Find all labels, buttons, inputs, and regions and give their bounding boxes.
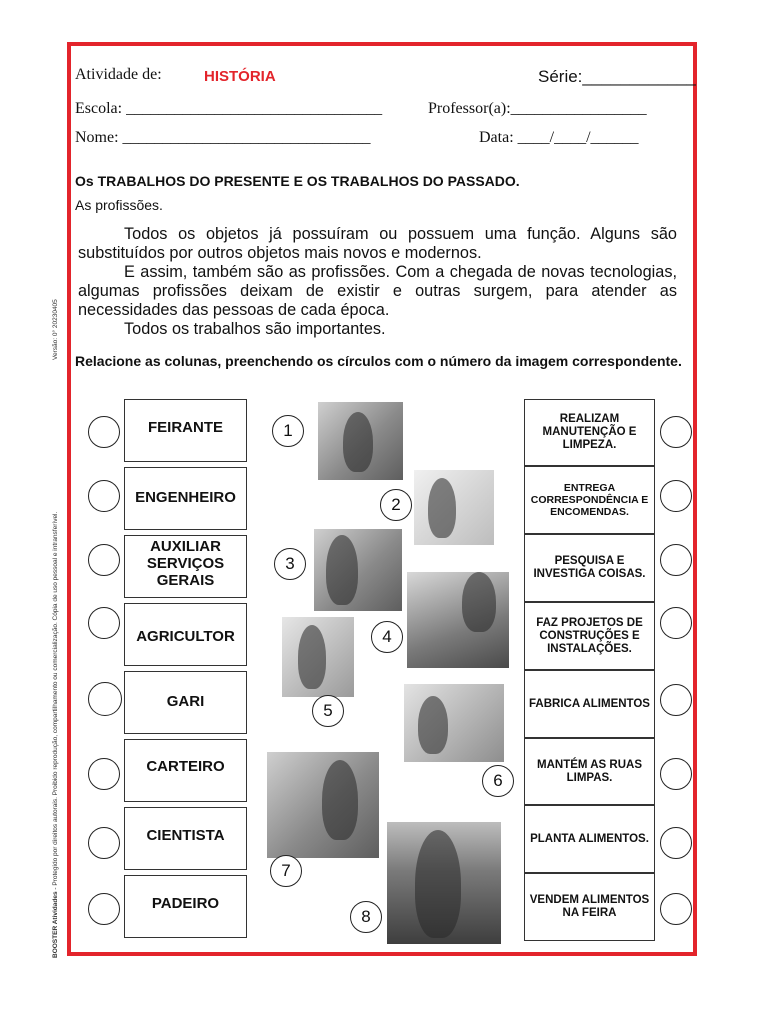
image-number-2: 2 bbox=[380, 489, 412, 521]
date-field[interactable]: Data: ____/____/______ bbox=[479, 129, 639, 146]
answer-circle-right-5[interactable] bbox=[660, 684, 692, 716]
scientist-photo bbox=[414, 470, 494, 545]
answer-circle-left-7[interactable] bbox=[88, 827, 120, 859]
answer-circle-left-5[interactable] bbox=[88, 682, 122, 716]
paragraph-1: Todos os objetos já possuíram ou possuem uma função. Alguns são substituídos por outros objetos mais novos e modernos. bbox=[78, 225, 677, 262]
left-item-5: GARI bbox=[124, 671, 247, 734]
answer-circle-right-1[interactable] bbox=[660, 416, 692, 448]
right-item-7: PLANTA ALIMENTOS. bbox=[524, 805, 655, 873]
page-subtitle: As profissões. bbox=[75, 197, 163, 213]
farmer-photo bbox=[387, 822, 501, 944]
page-title: Os TRABALHOS DO PRESENTE E OS TRABALHOS DO PASSADO. bbox=[75, 173, 520, 189]
left-item-1: FEIRANTE bbox=[124, 399, 247, 462]
left-item-3: AUXILIAR SERVIÇOS GERAIS bbox=[124, 535, 247, 598]
image-number-1: 1 bbox=[272, 415, 304, 447]
subject-name: HISTÓRIA bbox=[204, 68, 276, 85]
left-item-2: ENGENHEIRO bbox=[124, 467, 247, 530]
image-number-5: 5 bbox=[312, 695, 344, 727]
left-item-8: PADEIRO bbox=[124, 875, 247, 938]
left-item-6: CARTEIRO bbox=[124, 739, 247, 802]
answer-circle-right-2[interactable] bbox=[660, 480, 692, 512]
baker-photo bbox=[318, 402, 403, 480]
answer-circle-left-4[interactable] bbox=[88, 607, 120, 639]
left-item-4: AGRICULTOR bbox=[124, 603, 247, 666]
left-item-7: CIENTISTA bbox=[124, 807, 247, 870]
teacher-field[interactable]: Professor(a):_________________ bbox=[428, 100, 647, 117]
school-field[interactable]: Escola: ________________________________ bbox=[75, 100, 383, 117]
right-item-3: PESQUISA E INVESTIGA COISAS. bbox=[524, 534, 655, 602]
street-sweeper-photo bbox=[282, 617, 354, 697]
answer-circle-right-8[interactable] bbox=[660, 893, 692, 925]
engineer-photo bbox=[404, 684, 504, 762]
right-item-1: REALIZAM MANUTENÇÃO E LIMPEZA. bbox=[524, 399, 655, 466]
image-number-6: 6 bbox=[482, 765, 514, 797]
answer-circle-right-7[interactable] bbox=[660, 827, 692, 859]
answer-circle-right-3[interactable] bbox=[660, 544, 692, 576]
paragraph-3: Todos os trabalhos são importantes. bbox=[124, 320, 386, 338]
image-number-8: 8 bbox=[350, 901, 382, 933]
answer-circle-right-4[interactable] bbox=[660, 607, 692, 639]
paragraph-2: E assim, também são as profissões. Com a chegada de novas tecnologias, algumas profissões deixam de existir e outras surgem, para atender as necessidades das pessoas de cada época. bbox=[78, 263, 677, 319]
name-field[interactable]: Nome: _______________________________ bbox=[75, 129, 371, 146]
copyright-text: BOOSTER Atividades - Protegido por direitos autorais. Proibido reprodução, compartilhamento ou comercialização. Cópia de uso pessoal e intransferível. bbox=[52, 511, 59, 958]
right-item-6: MANTÉM AS RUAS LIMPAS. bbox=[524, 738, 655, 805]
image-number-7: 7 bbox=[270, 855, 302, 887]
right-item-8: VENDEM ALIMENTOS NA FEIRA bbox=[524, 873, 655, 941]
answer-circle-left-6[interactable] bbox=[88, 758, 120, 790]
market-vendor-photo bbox=[267, 752, 379, 858]
instruction-text: Relacione as colunas, preenchendo os círculos com o número da imagem correspondente. bbox=[75, 353, 682, 369]
cleaning-photo bbox=[407, 572, 509, 668]
serie-field[interactable]: Série:____________ bbox=[538, 67, 696, 86]
answer-circle-left-2[interactable] bbox=[88, 480, 120, 512]
mail-carrier-photo bbox=[314, 529, 402, 611]
answer-circle-left-1[interactable] bbox=[88, 416, 120, 448]
version-text: Versão: 0° 20230405 bbox=[52, 299, 59, 360]
activity-label: Atividade de: bbox=[75, 66, 162, 83]
answer-circle-left-8[interactable] bbox=[88, 893, 120, 925]
answer-circle-left-3[interactable] bbox=[88, 544, 120, 576]
answer-circle-right-6[interactable] bbox=[660, 758, 692, 790]
right-item-4: FAZ PROJETOS DE CONSTRUÇÕES E INSTALAÇÕES. bbox=[524, 602, 655, 670]
image-number-3: 3 bbox=[274, 548, 306, 580]
right-item-5: FABRICA ALIMENTOS bbox=[524, 670, 655, 738]
image-number-4: 4 bbox=[371, 621, 403, 653]
right-item-2: ENTREGA CORRESPONDÊNCIA E ENCOMENDAS. bbox=[524, 466, 655, 534]
